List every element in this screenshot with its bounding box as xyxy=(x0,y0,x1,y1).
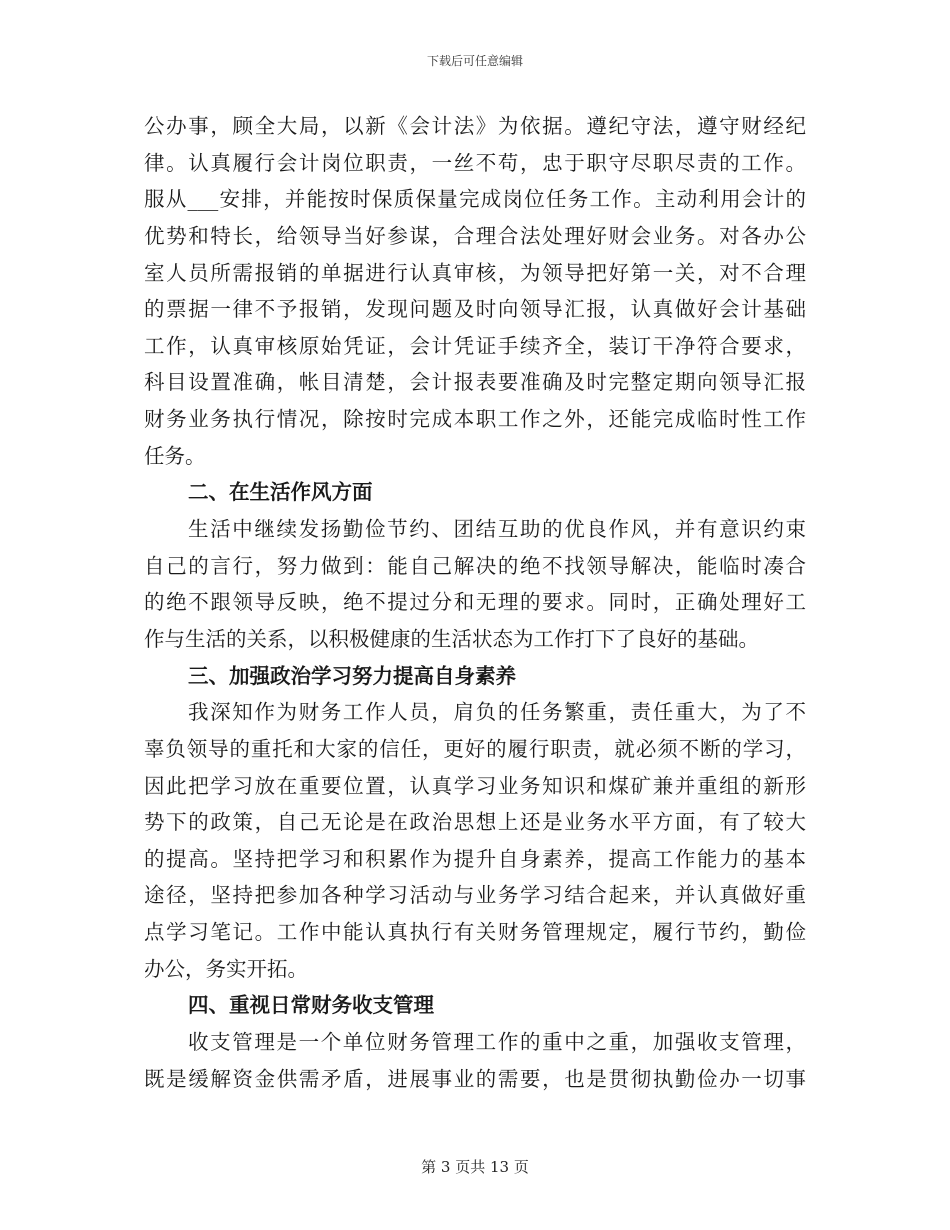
text-line: 优势和特长，给领导当好参谋，合理合法处理好财会业务。对各办公 xyxy=(144,223,806,248)
text-line: 势下的政策，自己无论是在政治思想上还是业务水平方面，有了较大 xyxy=(144,810,806,835)
text-line: 点学习笔记。工作中能认真执行有关财务管理规定，履行节约，勤俭 xyxy=(144,920,806,945)
text-line: 律。认真履行会计岗位职责，一丝不苟，忠于职守尽职尽责的工作。 xyxy=(144,150,806,175)
text-line: 因此把学习放在重要位置，认真学习业务知识和煤矿兼并重组的新形 xyxy=(144,773,806,798)
page-number: 第 3 页共 13 页 xyxy=(421,1158,529,1176)
document-body xyxy=(144,108,806,1097)
section-heading: 二、在生活作风方面 xyxy=(188,480,373,505)
text-line: 收支管理是一个单位财务管理工作的重中之重，加强收支管理， xyxy=(188,1030,806,1055)
text-line: 既是缓解资金供需矛盾，进展事业的需要，也是贯彻执勤俭办一切事 xyxy=(144,1066,806,1091)
text-line: 途径，坚持把参加各种学习活动与业务学习结合起来，并认真做好重 xyxy=(144,883,806,908)
text-line: 任务。 xyxy=(144,443,206,468)
text-line: 服从___安排，并能按时保质保量完成岗位任务工作。主动利用会计的 xyxy=(144,187,806,212)
text-line: 我深知作为财务工作人员，肩负的任务繁重，责任重大，为了不 xyxy=(188,700,806,725)
text-line: 财务业务执行情况，除按时完成本职工作之外，还能完成临时性工作 xyxy=(144,407,806,432)
text-line: 作与生活的关系，以积极健康的生活状态为工作打下了良好的基础。 xyxy=(144,626,759,651)
text-line: 辜负领导的重托和大家的信任，更好的履行职责，就必须不断的学习， xyxy=(144,736,806,761)
text-line: 的票据一律不予报销，发现问题及时向领导汇报，认真做好会计基础 xyxy=(144,297,806,322)
section-heading: 三、加强政治学习努力提高自身素养 xyxy=(188,663,516,688)
text-line: 自己的言行，努力做到：能自己解决的绝不找领导解决，能临时凑合 xyxy=(144,553,806,578)
text-line: 办公，务实开拓。 xyxy=(144,956,308,981)
section-heading: 四、重视日常财务收支管理 xyxy=(188,993,434,1018)
text-line: 的提高。坚持把学习和积累作为提升自身素养，提高工作能力的基本 xyxy=(144,846,806,871)
page-header: 下载后可任意编辑 xyxy=(426,54,523,68)
text-line: 科目设置准确，帐目清楚，会计报表要准确及时完整定期向领导汇报 xyxy=(144,370,806,395)
text-line: 生活中继续发扬勤俭节约、团结互助的优良作风，并有意识约束 xyxy=(188,517,806,542)
text-line: 公办事，顾全大局，以新《会计法》为依据。遵纪守法，遵守财经纪 xyxy=(144,114,806,138)
text-line: 工作，认真审核原始凭证，会计凭证手续齐全，装订干净符合要求， xyxy=(144,333,806,358)
text-line: 室人员所需报销的单据进行认真审核，为领导把好第一关，对不合理 xyxy=(144,260,806,285)
text-line: 的绝不跟领导反映，绝不提过分和无理的要求。同时，正确处理好工 xyxy=(144,590,806,615)
